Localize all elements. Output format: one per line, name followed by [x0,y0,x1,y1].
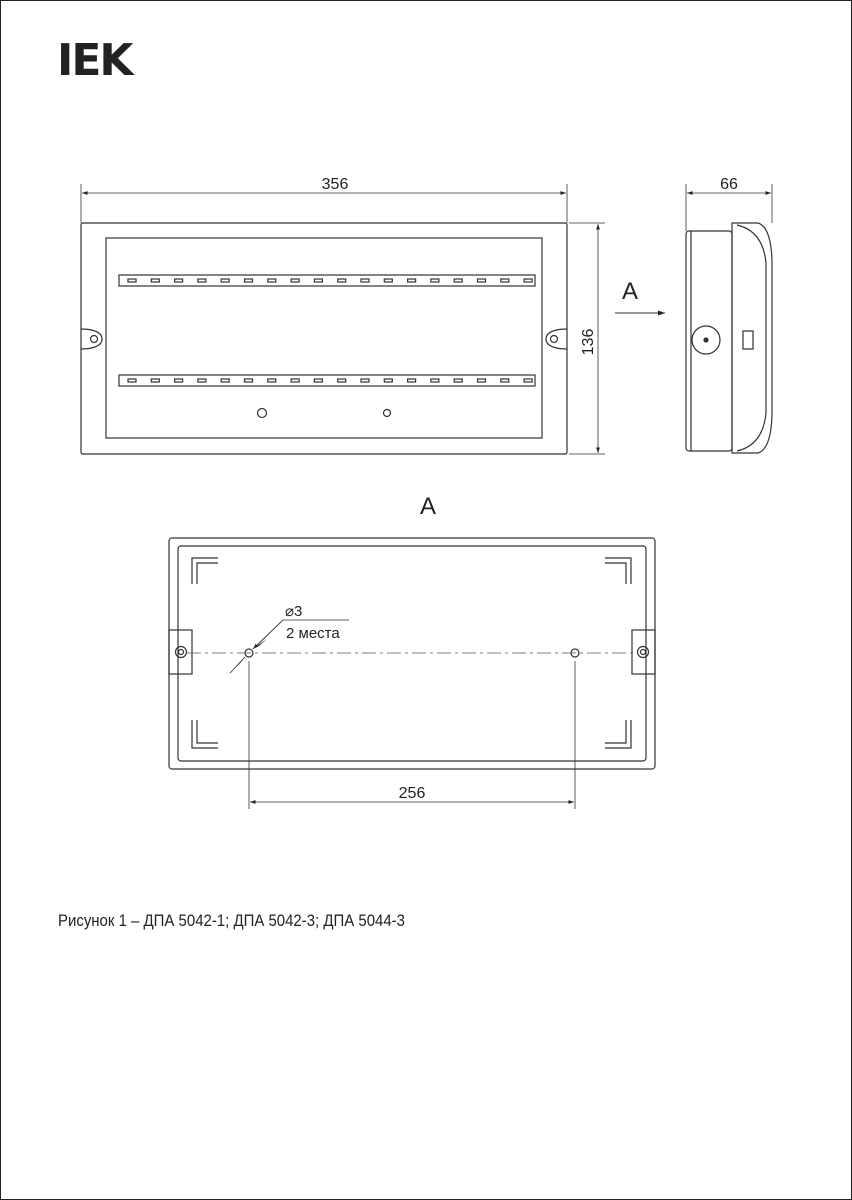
height-label: 136 [580,328,597,356]
led-segment [361,379,369,382]
led-segment [175,379,183,382]
led-segment [151,279,159,282]
led-segment [408,279,416,282]
led-segment [291,379,299,382]
led-segment [268,379,276,382]
led-segment [128,379,136,382]
led-segment [478,279,486,282]
front-diffuser [106,238,542,438]
led-segment [198,279,206,282]
led-segment [198,379,206,382]
corner-guide-tl [192,558,218,584]
led-segment [175,279,183,282]
led-segment [431,279,439,282]
rear-view [169,538,655,769]
led-row-top [128,279,532,282]
side-base [686,231,732,451]
led-segment [338,379,346,382]
front-view [81,223,567,454]
led-strip-bottom [119,375,535,386]
indicator-led-right [384,410,391,417]
led-segment [478,379,486,382]
led-segment [384,279,392,282]
depth-label: 66 [720,176,738,193]
led-segment [384,379,392,382]
hole-diameter-label: ⌀3 [285,603,303,620]
led-segment [454,379,462,382]
led-strip-top [119,275,535,286]
led-segment [291,279,299,282]
led-row-bottom [128,379,532,382]
led-segment [128,279,136,282]
hole-spacing-label: 256 [398,785,426,802]
led-segment [151,379,159,382]
rear-lug-right [632,630,655,674]
led-segment [524,279,532,282]
led-segment [454,279,462,282]
led-segment [408,379,416,382]
led-segment [245,279,253,282]
led-segment [314,279,322,282]
iek-logo: IEK [57,35,132,86]
front-body-outline [81,223,567,454]
indicator-led-left [258,409,267,418]
led-segment [221,379,229,382]
right-lug [546,329,567,349]
led-segment [524,379,532,382]
led-segment [431,379,439,382]
left-lug [81,329,102,349]
led-segment [245,379,253,382]
led-segment [338,279,346,282]
rear-lug-left [169,630,192,674]
technical-drawing [1,1,851,1199]
figure-caption: Рисунок 1 – ДПА 5042-1; ДПА 5042-3; ДПА 5044-3 [58,911,405,930]
led-segment [221,279,229,282]
side-view [686,223,772,453]
corner-guide-bl [192,720,218,748]
corner-guide-tr [605,558,631,584]
led-segment [314,379,322,382]
rear-inner-outline [178,546,646,761]
led-segment [501,379,509,382]
led-segment [268,279,276,282]
rear-body-outline [169,538,655,769]
led-segment [501,279,509,282]
rear-view-title: A [419,493,437,520]
hole-count-label: 2 места [286,625,340,642]
corner-guide-br [605,720,631,748]
width-label: 356 [321,176,349,193]
led-segment [361,279,369,282]
side-lug [743,331,753,349]
view-marker-a: A [621,278,639,305]
